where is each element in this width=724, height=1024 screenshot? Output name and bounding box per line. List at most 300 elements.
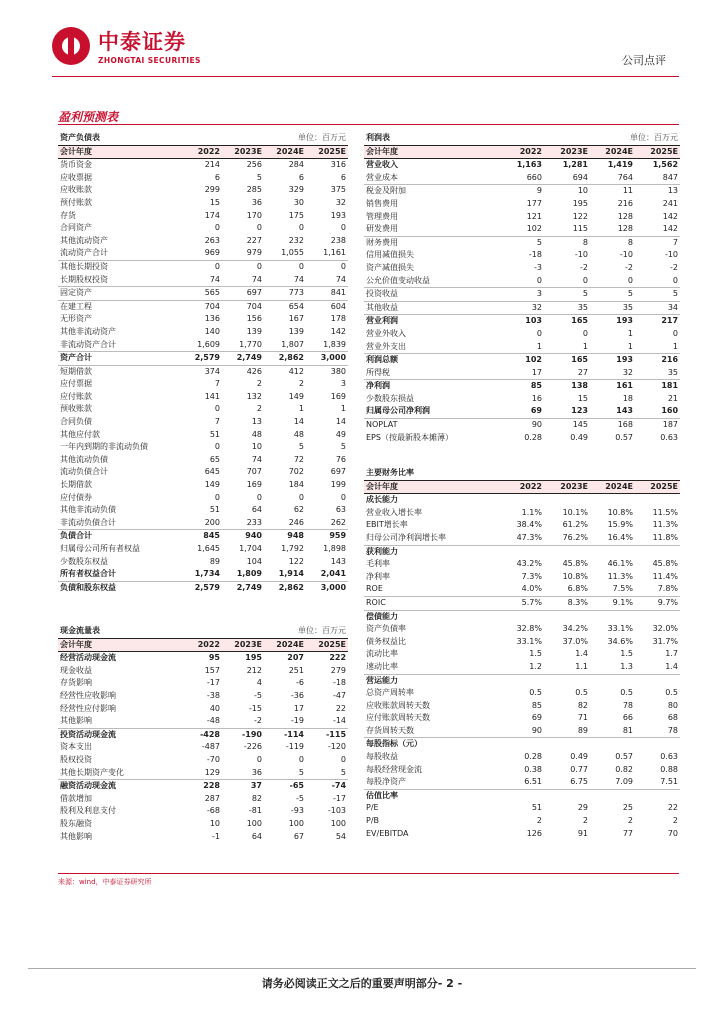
cell-value: 6	[340, 172, 347, 182]
row-label: 资产负债率	[366, 624, 406, 634]
row-label: 固定资产	[58, 287, 180, 301]
cell-value: 2,579	[180, 581, 222, 594]
cell-value: 168	[590, 419, 635, 432]
row-label: 营业利润	[364, 315, 498, 328]
cell-value	[498, 674, 544, 687]
table-row	[58, 391, 348, 404]
cell-value: 0	[214, 404, 220, 414]
row-label: EV/EBITDA	[366, 828, 409, 838]
cell-value: 1.7	[665, 649, 679, 659]
cell-value: 34.6%	[607, 636, 633, 646]
table-row	[58, 504, 348, 517]
cell-value: 0.77	[570, 764, 588, 774]
row-label: 每股净资产	[366, 777, 406, 787]
cell-value: 1	[627, 341, 633, 351]
table-row	[364, 328, 680, 341]
cell-value: 5.7%	[498, 596, 544, 610]
page-footer: 请务必阅读正文之后的重要声明部分- 2 -	[261, 977, 463, 990]
table-row	[364, 405, 680, 418]
cell-value: 374	[180, 365, 222, 378]
table-row	[364, 367, 680, 380]
table-title-row	[58, 132, 348, 145]
table-row	[58, 454, 348, 467]
column-header: 2023E	[544, 480, 590, 494]
cell-value: 122	[572, 211, 588, 221]
row-label: 流动负债合计	[60, 467, 108, 477]
cell-value: 0	[214, 442, 220, 452]
cell-value: 285	[246, 185, 262, 195]
row-label: 其他非流动负债	[60, 505, 116, 515]
row-label: 经营性应收影响	[60, 690, 116, 700]
company-logo	[52, 26, 201, 65]
table-row	[364, 623, 680, 636]
cell-value: 141	[204, 391, 220, 401]
cell-value: 78	[667, 725, 679, 735]
cell-value: 0	[214, 223, 220, 233]
table-unit: 单位：百万元	[298, 133, 347, 142]
table-row	[58, 441, 348, 454]
column-header: 2023E	[222, 638, 264, 652]
cell-value: 216	[635, 354, 680, 367]
row-label: 存货影响	[60, 678, 92, 688]
row-label: ROE	[366, 584, 383, 594]
cell-value: 13	[251, 417, 262, 427]
cell-value: 694	[572, 172, 588, 182]
row-label: 估值比率	[364, 789, 498, 802]
cell-value: 63	[335, 505, 347, 515]
table-row	[58, 665, 348, 678]
table-row	[58, 517, 348, 530]
cell-value: 0.57	[615, 432, 633, 442]
cell-value	[544, 545, 590, 558]
cell-value: 0	[627, 275, 633, 285]
cell-value: 9.1%	[590, 596, 635, 610]
cell-value: 9.7%	[635, 596, 680, 610]
cell-value: 2	[672, 816, 679, 826]
cell-value: 7	[214, 379, 220, 389]
row-label: 资本支出	[60, 742, 92, 752]
column-header: 会计年度	[364, 480, 498, 494]
cell-value: 940	[222, 530, 264, 543]
row-label: 每股收益	[366, 752, 398, 762]
cell-value: 2	[582, 816, 588, 826]
cell-value: 4	[256, 678, 262, 688]
cell-value: -226	[243, 742, 262, 752]
row-label: 流动资产合计	[60, 248, 108, 258]
row-label: 应收账款周转天数	[366, 700, 430, 710]
row-label: 股利及利息支付	[60, 806, 116, 816]
source-divider	[58, 873, 679, 874]
cell-value: 136	[204, 314, 220, 324]
cell-value: -68	[206, 806, 220, 816]
cell-value: 0	[298, 754, 304, 764]
table-row	[364, 380, 680, 393]
cell-value	[590, 545, 635, 558]
cell-value: 6.75	[570, 777, 588, 787]
row-label: 资产合计	[58, 352, 180, 366]
cell-value: 0.82	[615, 764, 633, 774]
cell-value: -487	[201, 742, 220, 752]
table-row	[364, 532, 680, 545]
cell-value: 704	[180, 300, 222, 313]
table-row	[364, 738, 680, 751]
cell-value: 32.8%	[516, 624, 542, 634]
cell-value: 228	[180, 780, 222, 793]
row-label: 经营活动现金流	[60, 653, 116, 663]
column-header: 2023E	[222, 145, 264, 159]
cell-value: 6.8%	[567, 584, 588, 594]
cell-value: -120	[327, 742, 347, 752]
cell-value: 64	[251, 831, 262, 841]
cell-value: 104	[246, 556, 262, 566]
cell-value: -36	[290, 690, 304, 700]
logo-en: ZHONGTAI SECURITIES	[98, 56, 201, 65]
cell-value: 35	[544, 301, 590, 315]
cell-value: 100	[246, 818, 262, 828]
cell-value: -2	[670, 262, 679, 272]
cell-value: 123	[571, 406, 588, 416]
cell-value: 70	[667, 828, 679, 838]
table-row	[364, 419, 680, 432]
cell-value: 54	[335, 831, 347, 841]
table-row	[364, 545, 680, 558]
cell-value: -2	[625, 262, 633, 272]
cell-value: 139	[288, 326, 304, 336]
cell-value: 1,161	[323, 248, 347, 258]
cell-value: 0	[298, 492, 304, 502]
cell-value: 7	[214, 417, 220, 427]
table-row	[364, 802, 680, 815]
cell-value: 0	[256, 492, 262, 502]
cell-value: 0	[340, 223, 347, 233]
cell-value: 1,055	[281, 248, 304, 258]
cell-value: 10.1%	[562, 507, 588, 517]
cell-value: 214	[204, 160, 220, 170]
cell-value: 1.2	[529, 661, 542, 671]
cell-value: 279	[330, 665, 347, 675]
cell-value: 212	[246, 665, 262, 675]
cell-value: -5	[296, 793, 304, 803]
cell-value: 145	[544, 419, 590, 432]
cell-value: 0.5	[665, 688, 679, 698]
cell-value: 40	[209, 703, 220, 713]
row-label: 每股指标（元）	[364, 738, 498, 751]
cell-value: 0.49	[570, 432, 588, 442]
table-row	[364, 700, 680, 713]
cell-value: 7.5%	[612, 584, 633, 594]
table-row	[58, 568, 348, 581]
row-label: 预付账款	[60, 197, 92, 207]
cell-value: 143	[616, 406, 633, 416]
cell-value: 9	[498, 185, 544, 198]
cell-value: 0.5	[575, 688, 588, 698]
column-header: 2024E	[590, 480, 635, 494]
table-row	[58, 365, 348, 378]
cell-value: 51	[531, 803, 542, 813]
cell-value: 69	[530, 406, 542, 416]
cell-value: 74	[209, 274, 220, 284]
section-divider	[58, 124, 679, 125]
table-unit: 单位：百万元	[298, 626, 347, 635]
cell-value: 122	[288, 556, 304, 566]
row-label: 在建工程	[58, 300, 180, 313]
cell-value: 845	[180, 530, 222, 543]
cell-value: 316	[330, 160, 347, 170]
table-row	[58, 831, 348, 844]
cell-value: 165	[544, 315, 590, 328]
row-label: 其他长期资产变化	[60, 767, 124, 777]
cell-value: -15	[248, 703, 262, 713]
row-label: 其他非流动资产	[60, 326, 116, 336]
cell-value: -103	[327, 806, 347, 816]
cell-value: 132	[246, 391, 262, 401]
table-row	[364, 236, 680, 249]
row-label: 税金及附加	[364, 185, 498, 198]
table-row	[364, 315, 680, 328]
row-label: 负债合计	[58, 530, 180, 543]
cell-value: 82	[577, 700, 588, 710]
row-label: 预收账款	[60, 404, 92, 414]
table-row	[58, 581, 348, 594]
cell-value: 17	[293, 703, 304, 713]
cell-value: 287	[204, 793, 220, 803]
cell-value: -47	[332, 690, 347, 700]
table-header-row	[58, 638, 348, 652]
cell-value: 0.63	[660, 752, 679, 762]
column-header: 2024E	[264, 638, 306, 652]
cell-value: 156	[246, 314, 262, 324]
table-title-row	[364, 467, 680, 480]
cell-value: 5	[340, 767, 347, 777]
cell-value: 1,163	[516, 160, 542, 170]
cell-value: 262	[330, 517, 347, 527]
table-row	[364, 507, 680, 520]
cell-value: 95	[208, 653, 220, 663]
cell-value	[590, 738, 635, 751]
cell-value	[498, 494, 544, 507]
table-row	[58, 287, 348, 301]
cell-value: 284	[288, 160, 304, 170]
column-header: 2025E	[306, 145, 348, 159]
table-row	[364, 185, 680, 198]
row-label: 应付债券	[60, 492, 92, 502]
table-row	[364, 712, 680, 725]
cell-value: 29	[577, 803, 588, 813]
cell-value: 5	[340, 442, 347, 452]
table-row	[364, 223, 680, 236]
table-row	[364, 610, 680, 623]
column-header: 2024E	[264, 145, 306, 159]
cell-value: 36	[251, 197, 262, 207]
table-row	[58, 754, 348, 767]
cell-value: 78	[622, 700, 633, 710]
cell-value: 85	[531, 700, 542, 710]
cell-value: 33.1%	[607, 624, 633, 634]
table-row	[364, 519, 680, 532]
cell-value: 969	[204, 248, 220, 258]
cell-value: 161	[590, 380, 635, 393]
table-unit	[544, 467, 680, 480]
table-row	[364, 262, 680, 275]
cell-value: 1,914	[278, 569, 304, 579]
table-row	[58, 793, 348, 806]
row-label: 其他流动负债	[60, 454, 108, 464]
cell-value: 121	[526, 211, 542, 221]
table-row	[364, 571, 680, 584]
cell-value: 14	[335, 417, 347, 427]
cell-value: -48	[206, 716, 220, 726]
cell-value: -10	[619, 250, 633, 260]
row-label: 借款增加	[60, 793, 92, 803]
cell-value: 15.9%	[607, 520, 633, 530]
cell-value: 233	[246, 517, 262, 527]
cell-value: 1.4	[575, 649, 588, 659]
row-label: 股权投资	[60, 754, 92, 764]
cell-value: 0	[222, 260, 264, 273]
cell-value: 6.51	[524, 777, 542, 787]
column-header: 2023E	[544, 145, 590, 159]
cell-value: 0	[256, 223, 262, 233]
table-row	[58, 543, 348, 556]
cell-value: 2	[627, 816, 633, 826]
table-row	[364, 583, 680, 596]
cell-value: -14	[332, 716, 347, 726]
cell-value: 0.63	[660, 432, 679, 442]
table-row	[58, 235, 348, 248]
cell-value: 140	[204, 326, 220, 336]
cell-value: 89	[577, 725, 588, 735]
row-label: 长期借款	[60, 480, 92, 490]
cell-value	[498, 789, 544, 802]
table-row	[364, 725, 680, 738]
table-row	[364, 393, 680, 406]
row-label: 每股经营现金流	[366, 764, 422, 774]
row-label: 非流动资产合计	[60, 339, 116, 349]
row-label: 资产减值损失	[366, 262, 414, 272]
cell-value: 178	[330, 314, 347, 324]
cell-value: 71	[577, 713, 588, 723]
cell-value: 138	[544, 380, 590, 393]
cell-value: 47.3%	[516, 532, 542, 542]
cell-value: 149	[204, 480, 220, 490]
cell-value: 102	[526, 224, 542, 234]
row-label: 其他长期投资	[58, 260, 180, 273]
cell-value: 1.3	[620, 661, 633, 671]
cell-value: 128	[617, 211, 633, 221]
cell-value: 142	[330, 326, 347, 336]
table-row	[364, 764, 680, 777]
cell-value: 10	[251, 442, 262, 452]
row-label: 融资活动现金流	[58, 780, 180, 793]
cell-value: -2	[580, 262, 588, 272]
cell-value: 11.3%	[652, 520, 679, 530]
row-label: 应收票据	[60, 172, 92, 182]
row-label: 其他影响	[60, 716, 92, 726]
table-row	[58, 429, 348, 442]
cell-value: 0	[536, 275, 542, 285]
cell-value: 67	[293, 831, 304, 841]
cell-value: 193	[590, 354, 635, 367]
table-title: 主要财务比率	[366, 468, 414, 477]
cell-value: 82	[251, 793, 262, 803]
table-row	[58, 677, 348, 690]
column-header: 会计年度	[364, 145, 498, 159]
table-row	[364, 776, 680, 789]
cell-value: 2,862	[264, 352, 306, 366]
cell-value: 35	[590, 301, 635, 315]
table-row	[364, 828, 680, 841]
table-row	[58, 492, 348, 505]
cell-value: -2	[254, 716, 262, 726]
cell-value	[635, 545, 680, 558]
cell-value: 165	[544, 354, 590, 367]
table-row	[58, 805, 348, 818]
cell-value: 5	[298, 767, 304, 777]
cell-value: 51	[209, 505, 220, 515]
cell-value: 142	[662, 224, 679, 234]
cell-value: 7.3%	[521, 571, 542, 581]
cell-value: 697	[330, 467, 347, 477]
cell-value: 181	[635, 380, 680, 393]
cell-value: 0	[180, 260, 222, 273]
cell-value: 76	[335, 454, 347, 464]
table-title-row	[364, 132, 680, 145]
cell-value: 238	[330, 235, 347, 245]
column-header: 2024E	[590, 145, 635, 159]
cell-value: 4.0%	[521, 584, 542, 594]
row-label: 总资产周转率	[366, 688, 414, 698]
cell-value: 1,807	[281, 339, 304, 349]
table-row	[58, 403, 348, 416]
footer-divider	[28, 968, 696, 969]
cell-value: 90	[498, 419, 544, 432]
table-row	[364, 494, 680, 507]
cell-value: 216	[617, 198, 633, 208]
cell-value: 8.3%	[544, 596, 590, 610]
cell-value: 1.4	[665, 661, 679, 671]
table-row	[58, 416, 348, 429]
column-header: 会计年度	[58, 145, 180, 159]
cell-value: 142	[662, 211, 679, 221]
cell-value: 2	[298, 379, 304, 389]
cell-value	[544, 610, 590, 623]
cell-value: 11	[590, 185, 635, 198]
cell-value	[590, 789, 635, 802]
cell-value: 0	[672, 328, 679, 338]
cell-value	[544, 789, 590, 802]
table-row	[364, 341, 680, 354]
cell-value: 7.8%	[657, 584, 679, 594]
cell-value: 66	[622, 713, 633, 723]
cell-value: 217	[635, 315, 680, 328]
cell-value: 16	[531, 393, 542, 403]
row-label: 获利能力	[364, 545, 498, 558]
cell-value: 61.2%	[562, 520, 588, 530]
cell-value	[498, 610, 544, 623]
row-label: ROIC	[364, 596, 498, 610]
cell-value: 7	[635, 236, 680, 249]
cell-value: -70	[206, 754, 220, 764]
cell-value: 65	[209, 454, 220, 464]
cell-value: 18	[622, 393, 633, 403]
cell-value: 660	[526, 172, 542, 182]
table-row	[364, 275, 680, 288]
cell-value: 11.5%	[652, 507, 679, 517]
cell-value	[590, 610, 635, 623]
cell-value: 129	[204, 767, 220, 777]
cell-value: 184	[288, 480, 304, 490]
row-label: 合同资产	[60, 223, 92, 233]
